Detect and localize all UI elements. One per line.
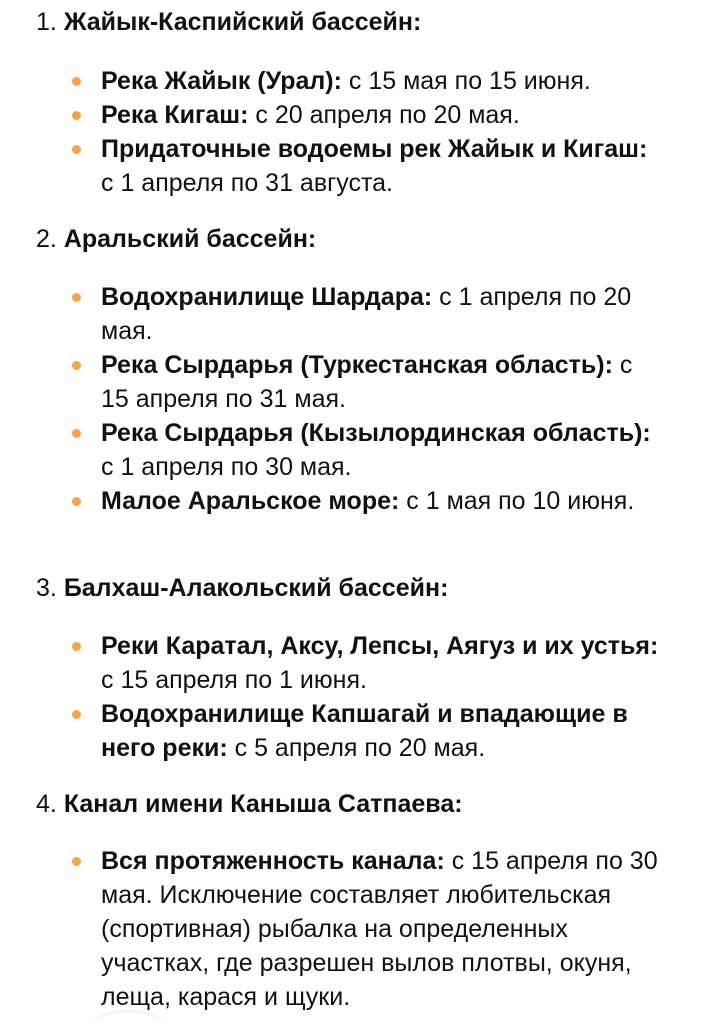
item-dates: с 5 апреля по 20 мая. xyxy=(227,734,486,762)
list-item xyxy=(101,629,661,697)
list-item xyxy=(101,64,661,98)
section-heading xyxy=(36,787,696,821)
item-label: Малое Аральское море: xyxy=(101,487,400,515)
item-dates: с 15 мая по 15 июня. xyxy=(341,67,591,95)
bullet-icon xyxy=(72,111,81,120)
item-label: Водохранилище Шардара: xyxy=(101,283,433,311)
bullet-icon xyxy=(72,77,81,86)
list-item xyxy=(101,98,661,132)
section-1 xyxy=(36,5,696,39)
section-heading xyxy=(36,5,696,39)
bullet-icon xyxy=(72,145,81,154)
section-heading xyxy=(36,222,696,256)
section-3-list xyxy=(101,629,661,765)
bullet-icon xyxy=(72,710,81,719)
item-label: Придаточные водоемы рек Жайык и Кигаш: xyxy=(101,135,648,163)
section-number: 2. xyxy=(36,225,57,253)
section-4-list xyxy=(101,844,667,1014)
item-label: Река Жайык (Урал): xyxy=(101,67,342,95)
section-number: 1. xyxy=(36,8,57,36)
item-dates: с 1 апреля по 30 мая. xyxy=(101,453,352,481)
item-label: Река Сырдарья (Туркестанская область): xyxy=(101,351,613,379)
section-2-list xyxy=(101,280,661,518)
list-item xyxy=(101,348,661,416)
list-item xyxy=(101,844,667,1014)
bullet-icon xyxy=(72,293,81,302)
section-1-list xyxy=(101,64,661,200)
list-item xyxy=(101,132,661,200)
item-dates: с 20 апреля по 20 мая. xyxy=(248,101,520,129)
item-dates: с 1 апреля по 31 августа. xyxy=(101,169,393,197)
section-heading xyxy=(36,571,696,605)
list-item xyxy=(101,416,661,484)
bullet-icon xyxy=(72,642,81,651)
bullet-icon xyxy=(72,361,81,370)
item-dates: с 15 апреля по 31 мая. xyxy=(101,351,633,413)
item-label: Реки Каратал, Аксу, Лепсы, Аягуз и их устья: xyxy=(101,632,659,660)
item-label: Водохранилище Капшагай и впадающие в него реки: xyxy=(101,700,628,762)
bullet-icon xyxy=(72,857,81,866)
bullet-icon xyxy=(72,497,81,506)
item-label: Река Сырдарья (Кызылординская область): xyxy=(101,419,651,447)
section-title: Балхаш-Алакольский бассейн: xyxy=(63,574,449,602)
section-2 xyxy=(36,222,696,256)
section-title: Канал имени Каныша Сатпаева: xyxy=(63,790,463,818)
item-label: Река Кигаш: xyxy=(101,101,249,129)
bullet-icon xyxy=(72,429,81,438)
item-dates: с 15 апреля по 30 мая. Исключение составляет любительская (спортивная) рыбалка на определенных участках, где разрешен вылов плотвы, окуня, леща, карася и щуки. xyxy=(101,847,658,1011)
section-number: 4. xyxy=(36,790,57,818)
section-title: Аральский бассейн: xyxy=(63,225,317,253)
section-4 xyxy=(36,787,696,821)
item-dates: с 15 апреля по 1 июня. xyxy=(101,666,367,694)
list-item xyxy=(101,697,661,765)
section-number: 3. xyxy=(36,574,57,602)
list-item xyxy=(101,484,661,518)
section-3 xyxy=(36,571,696,605)
item-dates: с 1 мая по 10 июня. xyxy=(399,487,635,515)
section-title: Жайык-Каспийский бассейн: xyxy=(63,8,422,36)
item-label: Вся протяженность канала: xyxy=(101,847,445,875)
item-dates: с 1 апреля по 20 мая. xyxy=(101,283,632,345)
list-item xyxy=(101,280,661,348)
